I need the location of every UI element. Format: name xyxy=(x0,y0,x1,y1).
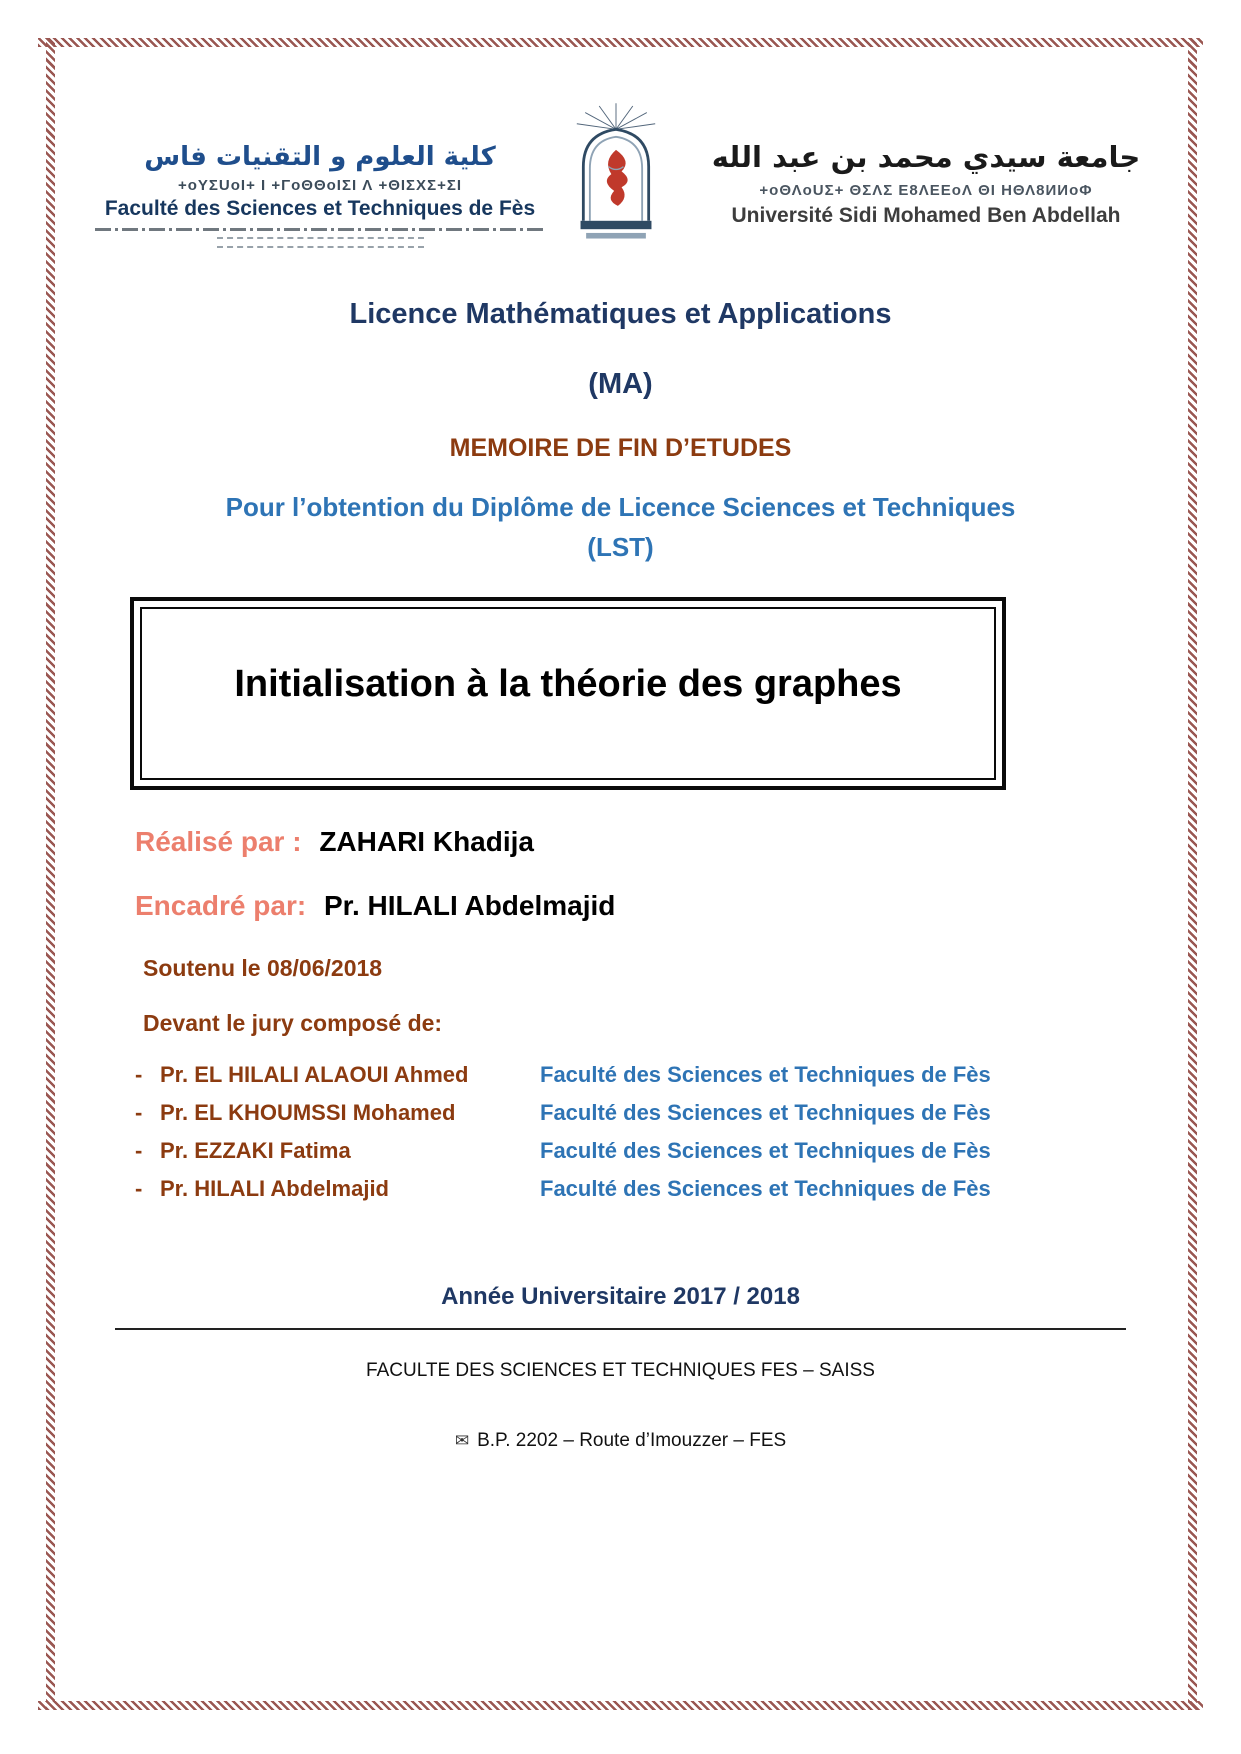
diploma-abbreviation: (LST) xyxy=(587,532,654,562)
jury-member-name: Pr. EZZAKI Fatima xyxy=(160,1138,351,1163)
jury-member-name: Pr. EL HILALI ALAOUI Ahmed xyxy=(160,1062,469,1087)
defense-date-line: Soutenu le 08/06/2018 xyxy=(143,955,383,981)
jury-bullet: - xyxy=(135,1176,143,1201)
author-line xyxy=(135,826,534,858)
jury-affiliation: Faculté des Sciences et Techniques de Fès xyxy=(540,1138,991,1163)
university-arabic-title: جامعة سيدي محمد بن عبد الله xyxy=(711,140,1141,174)
jury-bullet: - xyxy=(135,1062,143,1087)
jury-member-name: Pr. HILALI Abdelmajid xyxy=(160,1176,389,1201)
author-name: ZAHARI Khadija xyxy=(319,826,534,857)
jury-affiliation: Faculté des Sciences et Techniques de Fès xyxy=(540,1100,991,1125)
jury-affiliation: Faculté des Sciences et Techniques de Fès xyxy=(540,1176,991,1201)
envelope-icon: ✉ xyxy=(454,1431,470,1451)
supervisor-line xyxy=(135,890,615,922)
faculty-block xyxy=(95,142,545,248)
faculty-footer-line: FACULTE DES SCIENCES ET TECHNIQUES FES – SAISS xyxy=(366,1360,875,1381)
thesis-title-box-inner xyxy=(140,607,996,780)
thesis-title: Initialisation à la théorie des graphes xyxy=(234,663,902,705)
footer-rule xyxy=(115,1328,1126,1330)
author-label: Réalisé par : xyxy=(135,826,302,857)
jury-row xyxy=(135,1062,1135,1088)
program-title: Licence Mathématiques et Applications xyxy=(349,298,892,330)
faculty-name: Faculté des Sciences et Techniques de Fès xyxy=(104,197,536,220)
supervisor-label: Encadré par: xyxy=(135,890,307,921)
thesis-title-box xyxy=(130,597,1006,790)
jury-bullet: - xyxy=(135,1100,143,1125)
address-line xyxy=(0,1430,1241,1452)
jury-list xyxy=(135,1062,1135,1214)
diploma-line: Pour l’obtention du Diplôme de Licence Sciences et Techniques xyxy=(225,492,1016,522)
university-name: Université Sidi Mohamed Ben Abdellah xyxy=(731,204,1121,227)
faculty-arabic-title: كلية العلوم و التقنيات فاس xyxy=(144,142,496,172)
decorative-border-bottom xyxy=(38,1701,1203,1710)
supervisor-name: Pr. HILALI Abdelmajid xyxy=(323,890,616,921)
program-abbreviation: (MA) xyxy=(588,368,653,400)
decorative-border-right xyxy=(1188,38,1197,1710)
jury-bullet: - xyxy=(135,1138,143,1163)
jury-row xyxy=(135,1176,1135,1202)
decorative-border-left xyxy=(46,38,55,1710)
university-block xyxy=(686,140,1166,228)
address-text: B.P. 2202 – Route d’Imouzzer – FES xyxy=(477,1430,787,1451)
dash-divider-small xyxy=(217,237,424,248)
jury-heading: Devant le jury composé de: xyxy=(143,1010,443,1036)
dash-dot-divider xyxy=(95,228,545,231)
university-tifinagh-title: +oΘΛoUΣ+ ΘΣΛΣ Ε8ΛΕΕoΛ ΘI HΘΛ8ИИoΦ xyxy=(759,182,1093,199)
academic-year: Année Universitaire 2017 / 2018 xyxy=(441,1283,800,1310)
masthead xyxy=(95,100,1166,252)
faculty-tifinagh-title: +oYΣUoI+ I +ΓoΘΘoIΣI Λ +ΘIΣΧΣ+ΣI xyxy=(178,177,462,194)
decorative-border-top xyxy=(38,38,1203,47)
jury-member-name: Pr. EL KHOUMSSI Mohamed xyxy=(160,1100,456,1125)
jury-row xyxy=(135,1138,1135,1164)
memoire-heading: MEMOIRE DE FIN D’ETUDES xyxy=(449,434,792,462)
jury-row xyxy=(135,1100,1135,1126)
university-logo-icon xyxy=(560,100,672,252)
jury-affiliation: Faculté des Sciences et Techniques de Fès xyxy=(540,1062,991,1087)
